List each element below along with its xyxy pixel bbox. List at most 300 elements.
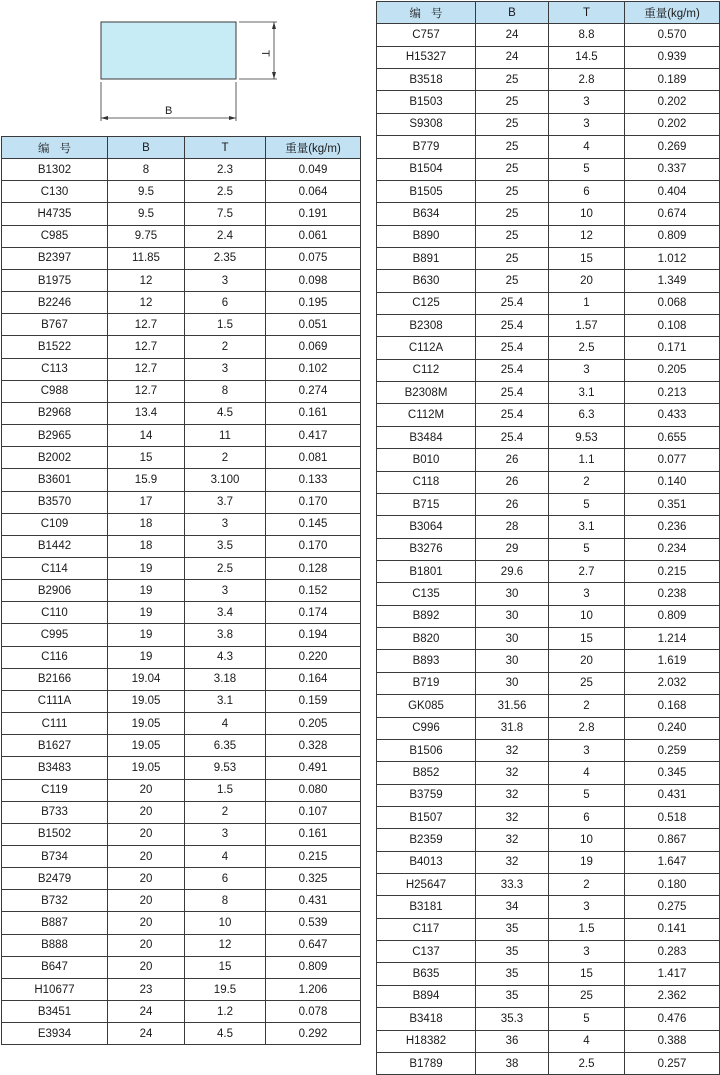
cell-t: 11 (185, 425, 266, 447)
cell-weight: 0.205 (625, 359, 720, 381)
table-row (2, 978, 361, 1000)
table-row (377, 717, 720, 739)
t-arrow-bottom (272, 72, 276, 79)
cell-b: 9.5 (108, 203, 185, 225)
cell-weight: 0.049 (266, 159, 361, 181)
cell-code: C112M (377, 404, 476, 426)
cell-b: 25 (476, 270, 549, 292)
cell-code: B3451 (2, 1001, 108, 1023)
cell-weight: 0.051 (266, 314, 361, 336)
cell-weight: 0.077 (625, 449, 720, 471)
cell-t: 1.5 (549, 918, 625, 940)
spec-table-right (376, 1, 720, 1075)
cell-t: 4 (549, 762, 625, 784)
cell-code: B892 (377, 605, 476, 627)
cell-b: 17 (108, 491, 185, 513)
cell-code: B3064 (377, 516, 476, 538)
table-row (2, 292, 361, 314)
table-row (377, 516, 720, 538)
table-row (2, 225, 361, 247)
cell-weight: 0.141 (625, 918, 720, 940)
cell-t: 3 (185, 358, 266, 380)
cell-weight: 0.939 (625, 46, 720, 68)
cell-b: 19.05 (108, 713, 185, 735)
cell-b: 26 (476, 471, 549, 493)
cell-b: 15 (108, 447, 185, 469)
table-row (377, 650, 720, 672)
cell-weight: 0.075 (266, 247, 361, 269)
cell-code: B890 (377, 225, 476, 247)
table-row (2, 668, 361, 690)
cell-t: 14.5 (549, 46, 625, 68)
bar-cross-section (101, 22, 236, 79)
table-row (377, 203, 720, 225)
cell-code: E3934 (2, 1023, 108, 1045)
cell-weight: 2.362 (625, 985, 720, 1007)
cell-b: 14 (108, 425, 185, 447)
table-row (2, 580, 361, 602)
table-row (377, 449, 720, 471)
table-row (377, 605, 720, 627)
cell-weight: 0.431 (266, 890, 361, 912)
cell-code: B734 (2, 846, 108, 868)
table-row (2, 823, 361, 845)
cell-weight: 0.238 (625, 583, 720, 605)
cell-b: 25 (476, 225, 549, 247)
cell-weight: 0.078 (266, 1001, 361, 1023)
cell-b: 24 (108, 1001, 185, 1023)
cell-t: 3 (185, 823, 266, 845)
cell-t: 3 (549, 113, 625, 135)
cell-code: B630 (377, 270, 476, 292)
cell-weight: 0.170 (266, 491, 361, 513)
cell-weight: 0.168 (625, 695, 720, 717)
cell-weight: 2.032 (625, 672, 720, 694)
table-row (377, 985, 720, 1007)
table-row (2, 358, 361, 380)
table-row (2, 447, 361, 469)
cell-weight: 0.257 (625, 1052, 720, 1074)
cell-t: 2 (185, 336, 266, 358)
cell-code: B894 (377, 985, 476, 1007)
cell-code: B010 (377, 449, 476, 471)
cell-t: 3.1 (549, 516, 625, 538)
cell-code: B3276 (377, 538, 476, 560)
cell-t: 15 (549, 963, 625, 985)
cell-b: 30 (476, 672, 549, 694)
cell-code: B3759 (377, 784, 476, 806)
cell-code: B2968 (2, 402, 108, 424)
cell-b: 20 (108, 823, 185, 845)
cell-b: 20 (108, 846, 185, 868)
cell-b: 25 (476, 203, 549, 225)
table-header-row (377, 2, 720, 24)
cell-code: B767 (2, 314, 108, 336)
table-row (377, 337, 720, 359)
cell-b: 19.05 (108, 735, 185, 757)
cell-code: C111A (2, 690, 108, 712)
cell-t: 3.18 (185, 668, 266, 690)
cell-code: B888 (2, 934, 108, 956)
cell-b: 12 (108, 269, 185, 291)
cell-code: B1302 (2, 159, 108, 181)
cell-code: B3484 (377, 426, 476, 448)
table-row (377, 941, 720, 963)
cell-weight: 1.417 (625, 963, 720, 985)
cell-t: 3 (549, 583, 625, 605)
cell-weight: 0.171 (625, 337, 720, 359)
cell-code: B1503 (377, 91, 476, 113)
cell-code: B732 (2, 890, 108, 912)
cell-b: 31.8 (476, 717, 549, 739)
cell-b: 32 (476, 784, 549, 806)
cell-t: 5 (549, 493, 625, 515)
cell-b: 25.4 (476, 404, 549, 426)
cell-code: C109 (2, 513, 108, 535)
cell-code: C113 (2, 358, 108, 380)
table-row (2, 557, 361, 579)
table-row (2, 402, 361, 424)
cell-code: B887 (2, 912, 108, 934)
cell-b: 28 (476, 516, 549, 538)
cell-code: B1442 (2, 535, 108, 557)
table-row (2, 247, 361, 269)
cell-code: C996 (377, 717, 476, 739)
table-row (377, 158, 720, 180)
cell-t: 25 (549, 985, 625, 1007)
cell-code: GK085 (377, 695, 476, 717)
cell-weight: 1.647 (625, 851, 720, 873)
cell-code: S9308 (377, 113, 476, 135)
cell-t: 20 (549, 650, 625, 672)
cell-b: 25.4 (476, 382, 549, 404)
table-row (377, 493, 720, 515)
cell-b: 25.4 (476, 359, 549, 381)
cell-code: B2002 (2, 447, 108, 469)
cell-weight: 0.539 (266, 912, 361, 934)
header-code: 编号 (2, 137, 108, 159)
cell-t: 3.7 (185, 491, 266, 513)
table-row (2, 1023, 361, 1045)
table-header-row (2, 137, 361, 159)
cell-b: 25.4 (476, 292, 549, 314)
cell-code: H18382 (377, 1030, 476, 1052)
table-row (2, 203, 361, 225)
cell-weight: 0.220 (266, 646, 361, 668)
table-row (377, 762, 720, 784)
cell-t: 2.3 (185, 159, 266, 181)
cell-t: 9.53 (549, 426, 625, 448)
cell-b: 26 (476, 493, 549, 515)
table-row (2, 757, 361, 779)
cell-b: 32 (476, 762, 549, 784)
cell-t: 2.8 (549, 717, 625, 739)
header-t: T (549, 2, 625, 24)
cell-weight: 0.081 (266, 447, 361, 469)
cell-weight: 0.180 (625, 874, 720, 896)
cell-code: B719 (377, 672, 476, 694)
cell-b: 20 (108, 912, 185, 934)
cell-weight: 0.417 (266, 425, 361, 447)
cell-code: B893 (377, 650, 476, 672)
table-row (377, 471, 720, 493)
cell-weight: 0.145 (266, 513, 361, 535)
cell-weight: 0.274 (266, 380, 361, 402)
cell-weight: 0.191 (266, 203, 361, 225)
cell-b: 20 (108, 779, 185, 801)
t-dimension-label: T (259, 50, 271, 57)
table-row (377, 113, 720, 135)
cell-weight: 0.283 (625, 941, 720, 963)
table-row (377, 225, 720, 247)
cell-t: 4 (549, 1030, 625, 1052)
cell-code: C757 (377, 24, 476, 46)
cell-code: B820 (377, 628, 476, 650)
cell-t: 6.3 (549, 404, 625, 426)
cell-b: 25 (476, 91, 549, 113)
cell-code: B852 (377, 762, 476, 784)
table-row (2, 801, 361, 823)
cell-t: 2.35 (185, 247, 266, 269)
cell-code: B1801 (377, 560, 476, 582)
cell-code: B1975 (2, 269, 108, 291)
cell-t: 10 (185, 912, 266, 934)
cell-b: 35.3 (476, 1008, 549, 1030)
cell-b: 32 (476, 851, 549, 873)
cell-b: 12 (108, 292, 185, 314)
cell-b: 25.4 (476, 315, 549, 337)
table-row (2, 535, 361, 557)
cell-weight: 0.809 (625, 605, 720, 627)
cell-b: 35 (476, 918, 549, 940)
cell-b: 20 (108, 801, 185, 823)
header-code: 编号 (377, 2, 476, 24)
table-row (377, 672, 720, 694)
cell-b: 9.75 (108, 225, 185, 247)
cell-t: 2 (549, 695, 625, 717)
cell-t: 4 (185, 846, 266, 868)
cell-b: 25 (476, 180, 549, 202)
cell-t: 8.8 (549, 24, 625, 46)
cell-weight: 0.107 (266, 801, 361, 823)
cell-b: 15.9 (108, 469, 185, 491)
cell-code: C135 (377, 583, 476, 605)
cell-b: 36 (476, 1030, 549, 1052)
cell-t: 6 (549, 806, 625, 828)
cell-code: B635 (377, 963, 476, 985)
header-t: T (185, 137, 266, 159)
cell-weight: 0.161 (266, 402, 361, 424)
cell-b: 20 (108, 956, 185, 978)
cell-t: 3.5 (185, 535, 266, 557)
cell-b: 20 (108, 890, 185, 912)
table-row (2, 314, 361, 336)
cell-code: B1507 (377, 806, 476, 828)
cell-t: 2.8 (549, 69, 625, 91)
cell-t: 5 (549, 538, 625, 560)
table-row (2, 513, 361, 535)
cell-b: 35 (476, 963, 549, 985)
cell-b: 35 (476, 941, 549, 963)
cell-weight: 1.349 (625, 270, 720, 292)
cell-code: B3570 (2, 491, 108, 513)
cell-code: B2308 (377, 315, 476, 337)
cell-b: 19.05 (108, 757, 185, 779)
cross-section-diagram (0, 0, 360, 130)
cell-t: 10 (549, 203, 625, 225)
b-arrow-left (101, 116, 108, 120)
cell-b: 30 (476, 650, 549, 672)
cell-t: 1.5 (185, 314, 266, 336)
cell-weight: 0.102 (266, 358, 361, 380)
cell-code: B2308M (377, 382, 476, 404)
table-row (2, 491, 361, 513)
cell-weight: 0.202 (625, 113, 720, 135)
cell-weight: 0.491 (266, 757, 361, 779)
cell-weight: 0.269 (625, 136, 720, 158)
cell-t: 12 (185, 934, 266, 956)
cell-weight: 0.433 (625, 404, 720, 426)
table-row (377, 560, 720, 582)
cell-weight: 0.234 (625, 538, 720, 560)
cell-t: 3.1 (549, 382, 625, 404)
cell-weight: 1.619 (625, 650, 720, 672)
table-row (377, 739, 720, 761)
cell-b: 19 (108, 602, 185, 624)
cell-weight: 0.431 (625, 784, 720, 806)
cell-weight: 0.345 (625, 762, 720, 784)
cell-weight: 0.205 (266, 713, 361, 735)
cell-b: 24 (108, 1023, 185, 1045)
table-row (2, 890, 361, 912)
table-row (2, 336, 361, 358)
cell-code: B3418 (377, 1008, 476, 1030)
cell-code: B715 (377, 493, 476, 515)
cell-weight: 0.809 (625, 225, 720, 247)
table-row (2, 735, 361, 757)
cell-t: 1.2 (185, 1001, 266, 1023)
cell-t: 2.5 (185, 181, 266, 203)
table-row (377, 784, 720, 806)
table-row (2, 956, 361, 978)
cell-b: 25.4 (476, 426, 549, 448)
cell-code: B2166 (2, 668, 108, 690)
cell-b: 32 (476, 806, 549, 828)
cell-code: C112A (377, 337, 476, 359)
header-b: B (476, 2, 549, 24)
cell-t: 2.4 (185, 225, 266, 247)
cell-code: C119 (2, 779, 108, 801)
cell-code: B2359 (377, 829, 476, 851)
cell-b: 12.7 (108, 336, 185, 358)
cell-t: 1.5 (185, 779, 266, 801)
cell-code: B1627 (2, 735, 108, 757)
cell-t: 3 (549, 739, 625, 761)
cell-weight: 0.292 (266, 1023, 361, 1045)
cell-code: C985 (2, 225, 108, 247)
cell-code: B1789 (377, 1052, 476, 1074)
cell-code: H25647 (377, 874, 476, 896)
cell-weight: 0.325 (266, 868, 361, 890)
cell-t: 5 (549, 784, 625, 806)
cell-t: 3.100 (185, 469, 266, 491)
cell-t: 6 (185, 292, 266, 314)
cell-weight: 0.476 (625, 1008, 720, 1030)
cell-code: C116 (2, 646, 108, 668)
cell-b: 38 (476, 1052, 549, 1074)
cell-t: 1.57 (549, 315, 625, 337)
cell-b: 19 (108, 624, 185, 646)
cell-b: 31.56 (476, 695, 549, 717)
cell-b: 18 (108, 513, 185, 535)
table-row (2, 779, 361, 801)
header-weight: 重量(kg/m) (266, 137, 361, 159)
cell-t: 3.1 (185, 690, 266, 712)
cell-weight: 0.069 (266, 336, 361, 358)
cell-weight: 0.064 (266, 181, 361, 203)
cell-t: 8 (185, 890, 266, 912)
cell-weight: 1.214 (625, 628, 720, 650)
cell-code: B2397 (2, 247, 108, 269)
cell-code: B1522 (2, 336, 108, 358)
cell-b: 19.05 (108, 690, 185, 712)
table-row (377, 136, 720, 158)
cell-b: 29 (476, 538, 549, 560)
cell-t: 15 (185, 956, 266, 978)
cell-weight: 0.174 (266, 602, 361, 624)
cell-t: 20 (549, 270, 625, 292)
table-row (2, 181, 361, 203)
cell-code: B2246 (2, 292, 108, 314)
cell-b: 9.5 (108, 181, 185, 203)
cell-code: C995 (2, 624, 108, 646)
table-row (377, 24, 720, 46)
spec-table-left (1, 136, 361, 1045)
cell-weight: 0.674 (625, 203, 720, 225)
cell-t: 4.3 (185, 646, 266, 668)
cell-t: 2 (185, 447, 266, 469)
cell-t: 2.5 (185, 557, 266, 579)
table-row (2, 269, 361, 291)
table-row (2, 159, 361, 181)
cell-weight: 0.159 (266, 690, 361, 712)
table-row (377, 583, 720, 605)
cell-t: 2 (549, 471, 625, 493)
cell-code: C117 (377, 918, 476, 940)
cell-b: 18 (108, 535, 185, 557)
cell-t: 6 (549, 180, 625, 202)
flat-bar-drawing (0, 0, 360, 130)
table-row (377, 918, 720, 940)
cell-code: B634 (377, 203, 476, 225)
table-row (2, 1001, 361, 1023)
cell-b: 30 (476, 628, 549, 650)
cell-weight: 0.655 (625, 426, 720, 448)
cell-code: B2906 (2, 580, 108, 602)
cell-code: B3518 (377, 69, 476, 91)
cell-code: C114 (2, 557, 108, 579)
cell-b: 20 (108, 934, 185, 956)
cell-weight: 0.215 (625, 560, 720, 582)
cell-t: 7.5 (185, 203, 266, 225)
cell-t: 2 (185, 801, 266, 823)
cell-code: B3483 (2, 757, 108, 779)
cell-b: 11.85 (108, 247, 185, 269)
cell-weight: 0.647 (266, 934, 361, 956)
cell-t: 3 (549, 359, 625, 381)
table-row (2, 425, 361, 447)
cell-t: 4 (185, 713, 266, 735)
